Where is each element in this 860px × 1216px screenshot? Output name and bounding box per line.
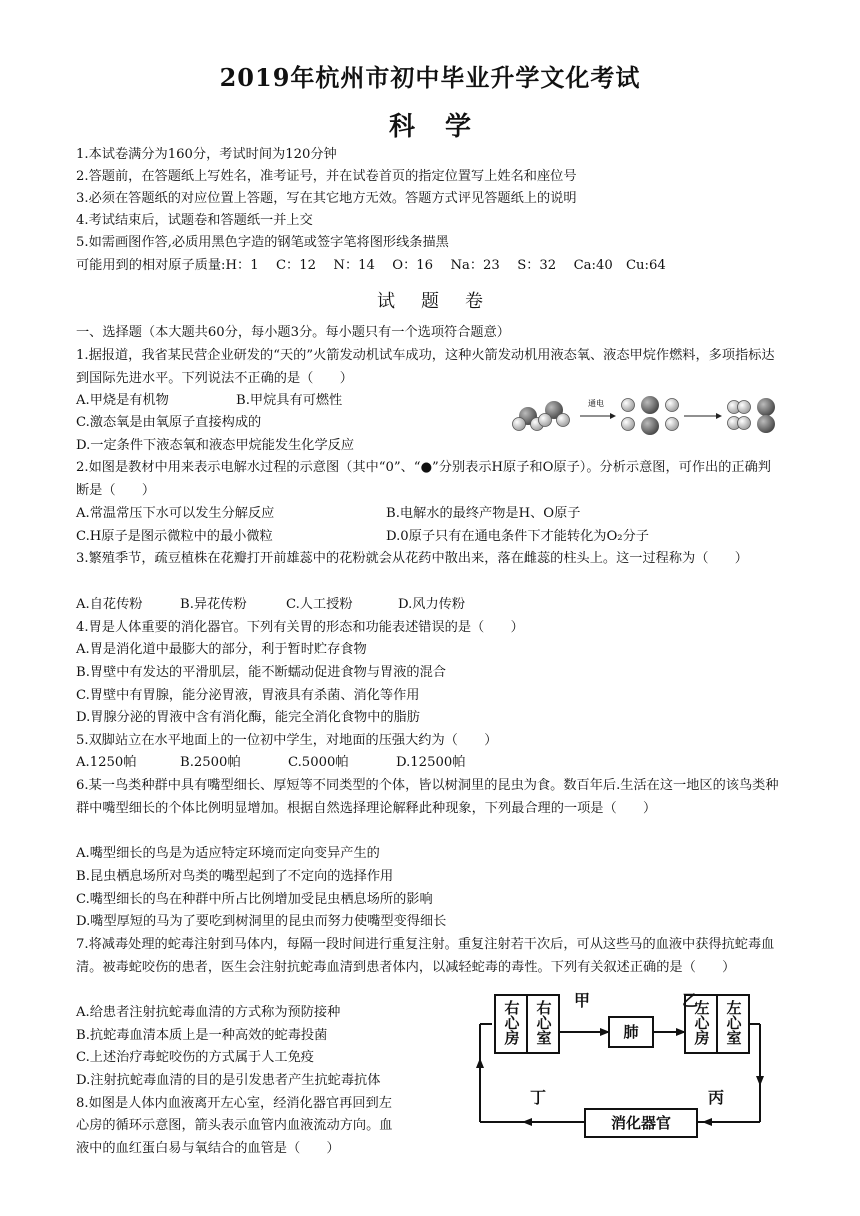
instruction-1: 1.本试卷满分为160分，考试时间为120分钟	[76, 147, 337, 162]
q8-stem-line-3: 液中的血红蛋白易与氧结合的血管是（ ）	[76, 1141, 340, 1156]
q5-option-a: A.1250帕	[76, 755, 137, 770]
arrow-down-right-icon	[756, 1076, 764, 1086]
q2-option-b: B.电解水的最终产物是H、O原子	[386, 506, 581, 521]
part1-heading: 一、选择题（本大题共60分，每小题3分。每小题只有一个选项符合题意）	[76, 325, 510, 340]
electrolysis-figure	[510, 392, 790, 438]
vessel-bing-label: 丙	[708, 1088, 725, 1107]
q4-option-b: B.胃壁中有发达的平滑肌层，能不断蠕动促进食物与胃液的混合	[76, 665, 446, 680]
hydrogen-molecules-icon	[728, 401, 751, 430]
q1-option-c: C.激态氧是由氧原子直接构成的	[76, 415, 262, 430]
exam-title: 2019年杭州市初中毕业升学文化考试	[219, 63, 641, 92]
q7-stem: 7.将减毒处理的蛇毒注射到马体内，每隔一段时间进行重复注射。重复注射若干次后，可从这些马的血液中获得抗蛇毒血清。被毒蛇咬伤的患者，医生会注射抗蛇毒血清到患者体内，以减轻蛇毒的毒性。下列有关叙述正确的是（ ）	[76, 937, 775, 975]
arrow-right-icon-2	[684, 413, 722, 419]
arrow-right-icon-1	[580, 413, 616, 419]
instruction-3: 3.必须在答题纸的对应位置上答题，写在其它地方无效。答题方式评见答题纸上的说明	[76, 191, 577, 206]
digestive-organ-label: 消化器官	[610, 1114, 671, 1132]
right-atrium-box	[494, 994, 528, 1054]
q4-option-a: A.胃是消化道中最膨大的部分，利于暂时贮存食物	[76, 642, 367, 657]
arrow-bing-icon	[702, 1118, 712, 1126]
q4-option-d: D.胃腺分泌的胃液中含有消化酶，能完全消化食物中的脂肪	[76, 710, 420, 725]
q6-option-b: B.昆虫栖息场所对鸟类的嘴型起到了不定向的选择作用	[76, 869, 394, 884]
q3-option-b: B.异花传粉	[180, 597, 247, 612]
q3-option-d: D.风力传粉	[398, 597, 466, 612]
q3-stem: 3.繁殖季节，疏豆植株在花瓣打开前雄蕊中的花粉就会从花药中散出来，落在雌蕊的柱头上。这一过程称为（ ）	[76, 551, 748, 566]
q5-option-b: B.2500帕	[180, 755, 241, 770]
q4-stem: 4.胃是人体重要的消化器官。下列有关胃的形态和功能表述错误的是（ ）	[76, 620, 524, 635]
q1-options-ab	[76, 390, 342, 412]
lung-label: 肺	[623, 1023, 639, 1041]
left-ventricle-label: 左心室	[724, 1000, 743, 1045]
q2-stem: 2.如图是教材中用来表示电解水过程的示意图（其中“0”、“●”分别表示H原子和O原子）。分析示意图，可作出的正确判断是（ ）	[76, 460, 771, 498]
oxygen-molecule-icon	[757, 398, 775, 433]
q6-option-d: D.嘴型厚短的马为了要吃到树洞里的昆虫而努力使嘴型变得细长	[76, 914, 447, 929]
q1-stem: 1.据报道，我省某民营企业研发的“天的”火箭发动机试车成功，这种火箭发动机用液态氧、液态甲烷作燃料，多项指标达到国际先进水平。下列说法不正确的是（ ）	[76, 348, 775, 386]
q4-option-c: C.胃壁中有胃腺，能分泌胃液，胃液具有杀菌、消化等作用	[76, 688, 420, 703]
q7-option-b: B.抗蛇毒血清本质上是一种高效的蛇毒投菌	[76, 1028, 328, 1043]
q3-options	[76, 594, 465, 616]
right-atrium-label: 右心房	[502, 1000, 521, 1045]
atomic-masses: 可能用到的相对原子质量:H：1 C：12 N：14 O：16 Na：23 S：32 Ca:40 Cu:64	[76, 258, 666, 273]
water-molecule-2-icon	[539, 401, 570, 427]
q2-option-a: A.常温常压下水可以发生分解反应	[76, 506, 275, 521]
q2-options-ab	[76, 503, 580, 525]
vessel-yi-label: 乙	[682, 991, 699, 1010]
instruction-4: 4.考试结束后，试题卷和答题纸一并上交	[76, 213, 313, 228]
section-title: 试题卷	[377, 291, 509, 312]
arrow-up-left-icon	[476, 1058, 484, 1068]
q8-stem-line-2: 心房的循环示意图，箭头表示血管内血液流动方向。血	[76, 1118, 393, 1133]
q6-option-a: A.嘴型细长的鸟是为适应特定环境而定向变异产生的	[76, 846, 380, 861]
separated-atoms-icon	[622, 396, 679, 435]
instruction-2: 2.答题前，在答题纸上写姓名，准考证号，并在试卷首页的指定位置写上姓名和座位号	[76, 169, 577, 184]
left-atrium-label: 左心房	[692, 1000, 711, 1045]
q5-option-c: C.5000帕	[288, 755, 349, 770]
lung-box	[608, 1016, 654, 1048]
q2-options-cd	[76, 526, 649, 548]
q8-stem-line-1: 8.如图是人体内血液离开左心室，经消化器官再回到左	[76, 1096, 392, 1111]
q6-stem: 6.某一鸟类种群中具有嘴型细长、厚短等不同类型的个体，皆以树洞里的昆虫为食。数百年后.生活在这一地区的该鸟类种群中嘴型细长的个体比例明显增加。根据自然选择理论解释此种现象，下列最合理的一项是（ ）	[76, 778, 779, 816]
q1-option-d: D.一定条件下液态氧和液态甲烷能发生化学反应	[76, 438, 355, 453]
arrow-ding-icon	[522, 1118, 532, 1126]
vessel-jia-label: 甲	[574, 991, 591, 1010]
q1-option-a: A.甲烧是有机物	[76, 393, 169, 408]
left-ventricle-box	[716, 994, 750, 1054]
q6-option-c: C.嘴型细长的鸟在种群中所占比例增加受昆虫栖息场所的影响	[76, 892, 433, 907]
q1-option-b: B.甲烷具有可燃性	[236, 393, 343, 408]
subject-title: 科学	[388, 112, 501, 142]
right-ventricle-box	[526, 994, 560, 1054]
q5-option-d: D.12500帕	[396, 755, 466, 770]
right-ventricle-label: 右心室	[534, 1000, 553, 1045]
q7-option-c: C.上述治疗毒蛇咬伤的方式属于人工免疫	[76, 1050, 314, 1065]
q2-option-d: D.0原子只有在通电条件下才能转化为O₂分子	[386, 529, 649, 544]
instruction-5: 5.如需画图作答,必质用黑色字造的钢笔或签字笔将图形线条描黑	[76, 235, 449, 250]
digestive-organ-box	[584, 1108, 698, 1138]
q3-option-c: C.人工授粉	[286, 597, 353, 612]
q7-option-d: D.注射抗蛇毒血清的目的是引发患者产生抗蛇毒抗体	[76, 1073, 381, 1088]
q7-option-a: A.给患者注射抗蛇毒血清的方式称为预防接种	[76, 1005, 341, 1020]
q2-option-c: C.H原子是图示微粒中的最小微粒	[76, 529, 273, 544]
q3-option-a: A.自花传粉	[76, 597, 143, 612]
q5-stem: 5.双脚站立在水平地面上的一位初中学生，对地面的压强大约为（ ）	[76, 733, 498, 748]
vessel-ding-label: 丁	[530, 1088, 547, 1107]
q5-options	[76, 752, 465, 774]
electrolysis-label: 通电	[588, 399, 604, 408]
